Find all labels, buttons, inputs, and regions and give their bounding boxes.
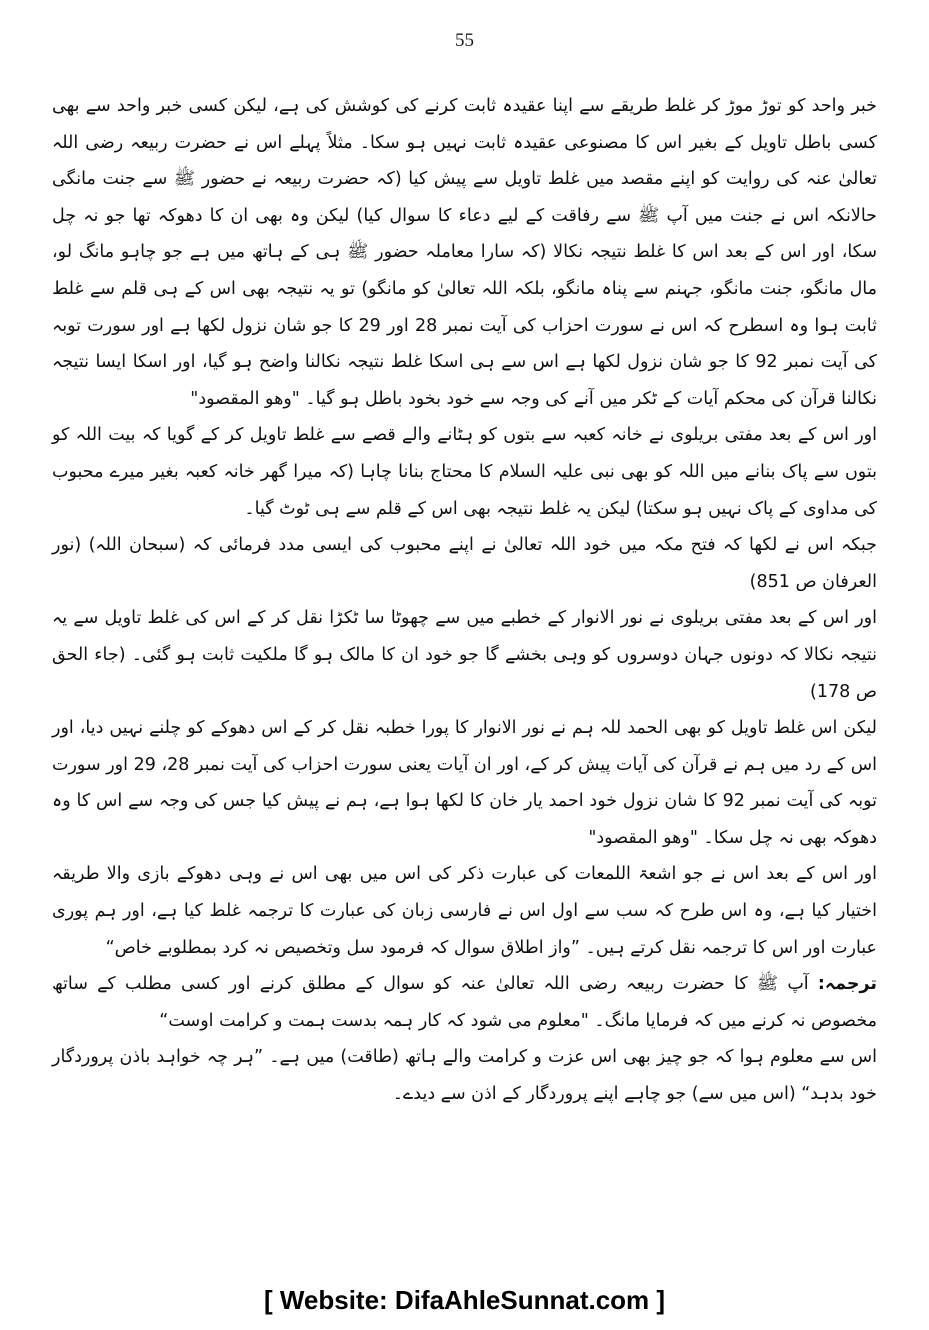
paragraph: اور اس کے بعد مفتی بریلوی نے خانہ کعبہ سے بتوں کو ہٹانے والے قصے سے غلط تاویل کر کے گویا کہ بیت اللہ کو بتوں سے پاک بنانے میں اللہ کو بھی نبی علیہ السلام کا محتاج بنانا چاہا (کہ میرا گھر خانہ کعبہ بغیر میرے محبوب کی مداوی کے پاک نہیں ہو سکتا) لیکن یہ غلط نتیجہ بھی اس کے قلم سے ہی ٹوٹ گیا۔	[52, 425, 877, 519]
paragraph: لیکن اس غلط تاویل کو بھی الحمد للہ ہم نے نور الانوار کا پورا خطبہ نقل کر کے اس دھوکے کو چلنے نہیں دیا، اور اس کے رد میں ہم نے قرآن کی آیات پیش کر کے، اور ان آیات یعنی سورت احزاب کی آیت نمبر 28، 29 اور سورت توبہ کی آیت نمبر 92 کا شان نزول خود احمد یار خان کا لکھا ہوا ہے، ہم نے پیش کیا جس کی وجہ سے اس کا وہ دھوکہ بھی نہ چل سکا۔ "وھو المقصود"	[52, 718, 877, 848]
paragraph: اور اس کے بعد مفتی بریلوی نے نور الانوار کے خطبے میں سے چھوٹا سا ٹکڑا نقل کر کے اس کی غلط تاویل سے یہ نتیجہ نکالا کہ دونوں جہان دوسروں کو وہی بخشے گا جو خود ان کا مالک ہو گا ملکیت ثابت ہو گئی۔ (جاء الحق ص 178)	[52, 608, 877, 702]
paragraph: خبر واحد کو توڑ موڑ کر غلط طریقے سے اپنا عقیدہ ثابت کرنے کی کوشش کی ہے، لیکن کسی خبر واحد سے بھی کسی باطل تاویل کے بغیر اس کا مصنوعی عقیدہ ثابت نہیں ہو سکا۔ مثلاً پہلے اس نے حضرت ربیعہ رضی اللہ تعالیٰ عنہ کی روایت کو اپنے مقصد میں غلط تاویل سے پیش کیا (کہ حضرت ربیعہ نے حضور ﷺ سے جنت مانگی حالانکہ اس نے جنت میں آپ ﷺ سے رفاقت کے لیے دعاء کا سوال کیا) لیکن وہ بھی ان کا دھوکہ تھا جو نہ چل سکا، اور اس کے بعد اس کا غلط نتیجہ نکالا (کہ سارا معاملہ حضور ﷺ ہی کے ہاتھ میں ہے جو چاہو مانگ لو، مال مانگو، جنت مانگو، جہنم سے پناہ مانگو، بلکہ اللہ تعالیٰ کو مانگو) تو یہ نتیجہ بھی اس کے ہی قلم سے غلط ثابت ہوا وہ اسطرح کہ اس نے سورت احزاب کی آیت نمبر 28 اور 29 کا جو شان نزول لکھا ہے اور سورت توبہ کی آیت نمبر 92 کا جو شان نزول لکھا ہے اس سے ہی اسکا غلط نتیجہ نکالنا واضح ہو گیا، اور اسکا ایسا نتیجہ نکالنا قرآن کی محکم آیات کے ٹکر میں آنے کی وجہ سے خود بخود باطل ہو گیا۔ "وھو المقصود"	[52, 96, 878, 409]
translation-text: آپ ﷺ کا حضرت ربیعہ رضی اللہ تعالیٰ عنہ کو سوال کے مطلق کرنے اور کسی مطلب کے ساتھ مخصوص نہ کرنے میں کہ فرمایا مانگ۔ "معلوم می شود کہ کار ہمہ بدست ہمت و کرامت اوست“	[52, 974, 877, 1031]
paragraph: جبکہ اس نے لکھا کہ فتح مکہ میں خود اللہ تعالیٰ نے اپنے محبوب کی ایسی مدد فرمائی کہ (سبحان اللہ) (نور العرفان ص 851)	[52, 535, 877, 592]
website-footer: [ Website: DifaAhleSunnat.com ]	[263, 1285, 666, 1315]
translation-label: ترجمہ:	[817, 974, 877, 995]
body-text	[52, 88, 877, 1113]
paragraph: اور اس کے بعد اس نے جو اشعۃ اللمعات کی عبارت ذکر کی اس میں بھی اس نے وہی دھوکے بازی والا طریقہ اختیار کیا ہے، وہ اس طرح کہ سب سے اول اس نے فارسی زبان کی عبارت کا ترجمہ غلط کیا ہے، اور ہم پوری عبارت اور اس کا ترجمہ نقل کرتے ہیں۔ ”واز اطلاق سوال کہ فرمود سل وتخصیص نہ کرد بمطلوبے خاص“	[52, 864, 877, 958]
page-number: 55	[455, 30, 474, 51]
closing-paragraph: اس سے معلوم ہوا کہ جو چیز بھی اس عزت و کرامت والے ہاتھ (طاقت) میں ہے۔ ”ہر چہ خواہد باذن پروردگار خود بدہد“ (اس میں سے) جو چاہے اپنے پروردگار کے اذن سے دیدے۔	[52, 1047, 877, 1105]
translation-paragraph	[52, 966, 877, 1039]
